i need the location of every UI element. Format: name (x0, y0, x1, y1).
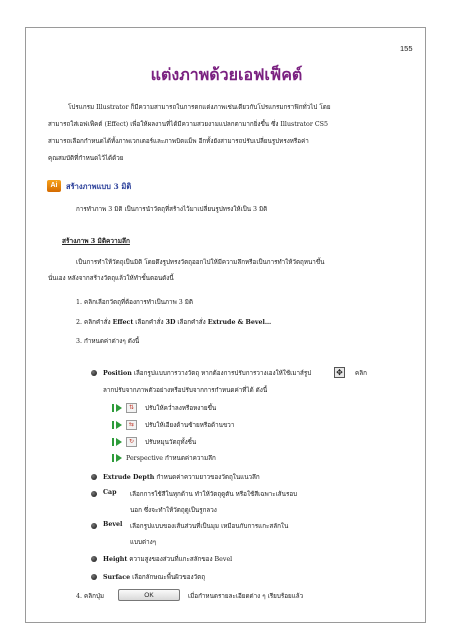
subsection-desc-1: เป็นการทำให้วัตถุเป็นมิติ โดยดึงรูปทรงวัตถุออกไปให้มีความลึกหรือเป็นการทำให้วัตถุหนาขึ้น (76, 259, 325, 266)
rotate-y-icon: ⇆ (126, 420, 137, 430)
position-text-1: เลือกรูปแบบการวางวัตถุ หากต้องการปรับการวางเองให้ใช้เมาส์รูป (131, 370, 312, 377)
green-arrow-icon (112, 438, 114, 446)
position-sub-1: ปรับให้คว่ำลงหรือหงายขึ้น (145, 405, 217, 412)
move-cursor-icon: ✥ (334, 367, 345, 378)
intro-line-4: คุณสมบัติที่กำหนดไว้ได้ด้วย (48, 155, 124, 162)
step-3: 3. กำหนดค่าต่างๆ ดังนี้ (76, 338, 140, 345)
bevel-text-2: แบบต่างๆ (130, 539, 157, 546)
step-2-prefix: 2. คลิกคำสั่ง (76, 319, 113, 326)
extrude-label: Extrude Depth (103, 474, 155, 481)
position-line-1 (103, 368, 311, 378)
step-2-mid2: เลือกคำสั่ง (175, 319, 208, 326)
step-2 (76, 317, 271, 327)
rotate-z-icon: ↻ (126, 437, 137, 447)
green-arrow-icon (112, 454, 114, 462)
position-label: Position (103, 370, 132, 377)
bullet-icon (91, 370, 97, 376)
step-2-3d: 3D (165, 319, 176, 326)
subsection-title: สร้างภาพ 3 มิติความลึก (62, 237, 130, 245)
cap-text-2: นอก ซึ่งจะทำให้วัตถุดูเป็นรูกลวง (130, 507, 217, 514)
step-2-extrude: Extrude & Bevel… (207, 319, 272, 326)
green-arrow-icon (116, 438, 122, 446)
green-arrow-icon (116, 454, 122, 462)
bullet-icon (91, 556, 97, 562)
height-text: ความสูงของส่วนที่แกะสลักของ Bevel (127, 556, 233, 563)
perspective-line: Perspective กำหนดค่าความลึก (126, 455, 216, 462)
step-2-mid: เลือกคำสั่ง (133, 319, 166, 326)
page-title: แต่งภาพด้วยเอฟเฟ็คต์ (150, 65, 303, 84)
position-line-2: ลากปรับจากภาพตัวอย่างหรือปรับจากการกำหนดค่าที่ได้ ดังนี้ (103, 387, 268, 394)
ok-button[interactable]: OK (118, 589, 180, 601)
surface-line (103, 572, 205, 582)
bevel-label: Bevel (103, 521, 123, 528)
position-click: คลิก (355, 370, 367, 377)
section-title: สร้างภาพแบบ 3 มิติ (66, 182, 132, 191)
step-2-effect: Effect (112, 319, 134, 326)
step-4-suffix: เมื่อกำหนดรายละเอียดต่าง ๆ เรียบร้อยแล้ว (188, 593, 304, 600)
height-line (103, 554, 232, 564)
position-sub-3: ปรับหมุนวัตถุทั้งชิ้น (145, 439, 197, 446)
bullet-icon (91, 523, 97, 529)
surface-text: เลือกลักษณะพื้นผิวของวัตถุ (130, 574, 206, 581)
extrude-line (103, 472, 260, 482)
green-arrow-icon (112, 421, 114, 429)
page-number: 155 (400, 44, 413, 53)
section-desc: การทำภาพ 3 มิติ เป็นการนำวัตถุที่สร้างไว้มาเปลี่ยนรูปทรงให้เป็น 3 มิติ (76, 206, 268, 213)
green-arrow-icon (116, 404, 122, 412)
cap-text-1: เลือกการใช้สีในทุกด้าน ทำให้วัตถุดูตัน หรือใช้สีเฉพาะเส้นรอบ (130, 491, 298, 498)
bevel-text-1: เลือกรูปแบบของเส้นส่วนที่เป็นมุม เหมือนกับการแกะสลักใน (130, 523, 289, 530)
subsection-desc-2: นั่นเอง หลังจากสร้างวัตถุแล้วให้ทำขั้นตอนดังนี้ (48, 275, 174, 282)
height-label: Height (103, 556, 128, 563)
step-4-prefix: 4. คลิกปุ่ม (76, 593, 105, 600)
bullet-icon (91, 474, 97, 480)
extrude-text: กำหนดค่าความยาวของวัตถุในแนวลึก (154, 474, 260, 481)
green-arrow-icon (116, 421, 122, 429)
bullet-icon (91, 574, 97, 580)
intro-line-3: สามารถเลือกกำหนดได้ทั้งภาพเวกเตอร์และภาพบิตแม็พ อีกทั้งยังสามารถปรับเปลี่ยนรูปทรงหรือค่า (48, 138, 309, 145)
position-sub-2: ปรับให้เอียงด้านซ้ายหรือด้านขวา (145, 422, 235, 429)
surface-label: Surface (103, 574, 131, 581)
green-arrow-icon (112, 404, 114, 412)
intro-line-2: สามารถใส่เอฟเฟ็คต์ (Effect) เพื่อให้ผลงานที่ได้มีความสวยงามแปลกตามากยิ่งขึ้น ซึ่ง Illustrator CS5 (48, 121, 328, 128)
cap-label: Cap (103, 489, 117, 496)
rotate-x-icon: ⇅ (126, 403, 137, 413)
bullet-icon (91, 491, 97, 497)
step-1: 1. คลิกเลือกวัตถุที่ต้องการทำเป็นภาพ 3 มิติ (76, 299, 193, 306)
ai-logo-icon: Ai (47, 180, 61, 192)
intro-line-1: โปรแกรม Illustrator ก็มีความสามารถในการตกแต่งภาพเช่นเดียวกับโปรแกรมกราฟิกทั่วไป โดย (68, 104, 331, 111)
